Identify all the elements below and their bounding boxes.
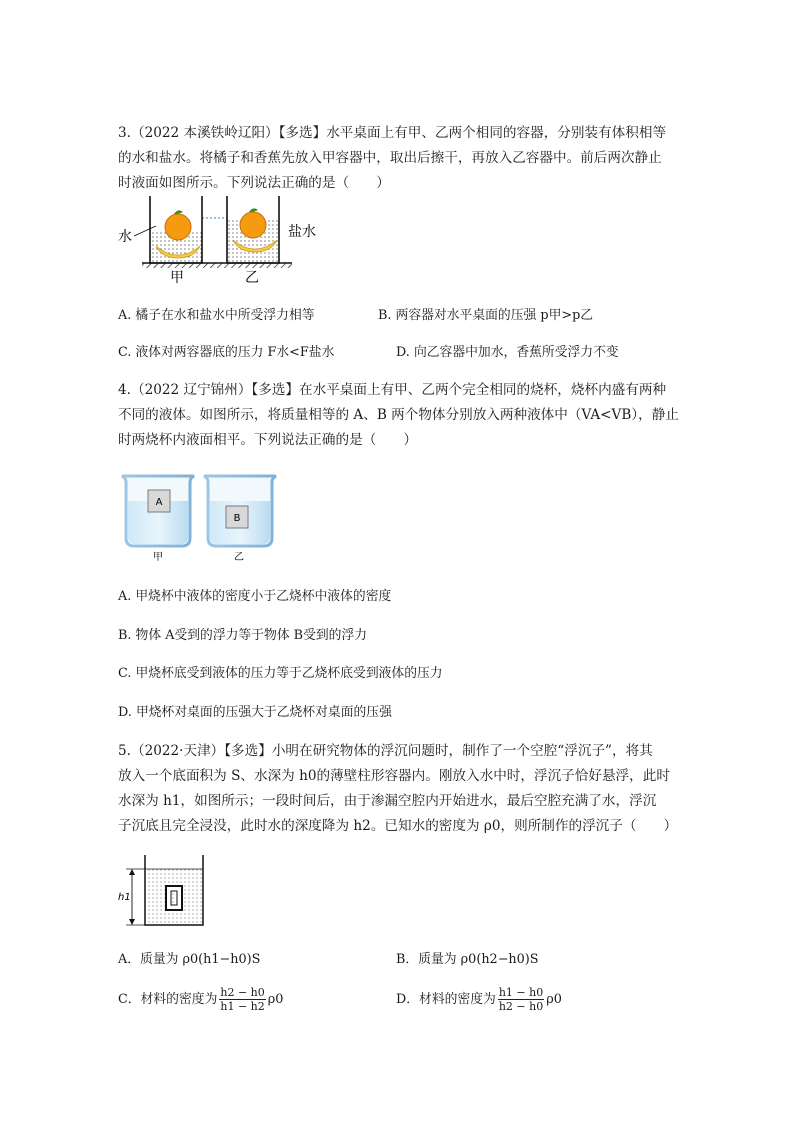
q5-h1-label: h1 <box>118 892 131 903</box>
q5-option-c-numerator: h2 − h0 <box>220 986 265 999</box>
q5-option-c-suffix: ρ0 <box>267 992 284 1007</box>
q4-right-label: 乙 <box>234 552 244 563</box>
q4-option-a: A. 甲烧杯中液体的密度小于乙烧杯中液体的密度 <box>118 589 392 604</box>
q5-option-d <box>396 986 562 1013</box>
q4-option-b: B. 物体 A受到的浮力等于物体 B受到的浮力 <box>118 628 368 643</box>
q4-figure-beakers <box>118 474 293 564</box>
beaker-left <box>122 476 194 546</box>
q5-option-d-prefix: D．材料的密度为 <box>396 992 496 1007</box>
q4-left-label: 甲 <box>153 552 163 563</box>
q5-option-c-denominator: h1 − h2 <box>220 1000 265 1013</box>
q4-stem-line-3: 时两烧杯内液面相平。下列说法正确的是（ ） <box>118 432 418 448</box>
q5-option-c-fraction <box>219 986 265 1013</box>
q3-option-a: A. 橘子在水和盐水中所受浮力相等 <box>118 308 315 323</box>
q5-option-d-fraction <box>498 986 544 1013</box>
beaker-right <box>204 476 276 546</box>
q4-stem-line-1: 4.（2022 辽宁锦州）【多选】在水平桌面上有甲、乙两个完全相同的烧杯，烧杯内盛有两种 <box>118 382 667 398</box>
q3-water-label: 水 <box>118 229 132 245</box>
orange-icon <box>165 214 191 240</box>
q3-right-label: 乙 <box>245 270 259 286</box>
q3-salt-water-label: 盐水 <box>288 224 316 240</box>
q4-option-c: C. 甲烧杯底受到液体的压力等于乙烧杯底受到液体的压力 <box>118 666 443 681</box>
q5-stem-line-3: 水深为 h1，如图所示；一段时间后，由于渗漏空腔内开始进水，最后空腔充满了水，浮沉 <box>118 793 657 809</box>
q5-option-a: A．质量为 ρ0(h1−h0)S <box>118 952 261 967</box>
q3-left-label: 甲 <box>170 270 184 286</box>
q5-option-d-denominator: h2 − h0 <box>498 1000 544 1013</box>
q5-option-c <box>118 986 283 1013</box>
q4-object-b-label: B <box>233 513 241 524</box>
q3-figure-containers <box>112 196 332 291</box>
q5-stem-line-4: 子沉底且完全浸没，此时水的深度降为 h2。已知水的密度为 ρ0，则所制作的浮沉子（ ） <box>118 818 678 834</box>
q3-stem-line-3: 时液面如图所示。下列说法正确的是（ ） <box>118 175 390 191</box>
q4-option-d: D. 甲烧杯对桌面的压强大于乙烧杯对桌面的压强 <box>118 705 392 720</box>
q3-stem-line-1: 3.（2022 本溪铁岭辽阳）【多选】水平桌面上有甲、乙两个相同的容器，分别装有体积相等 <box>118 125 667 141</box>
q3-option-d: D. 向乙容器中加水，香蕉所受浮力不变 <box>396 345 619 360</box>
q5-stem-line-2: 放入一个底面积为 S、水深为 h0的薄壁柱形容器内。刚放入水中时，浮沉子恰好悬浮，此时 <box>118 768 670 784</box>
q4-object-a-label: A <box>155 497 163 508</box>
q4-stem-line-2: 不同的液体。如图所示，将质量相等的 A、B 两个物体分别放入两种液体中（VA<VB），静止 <box>118 407 679 423</box>
q5-option-d-numerator: h1 − h0 <box>498 986 544 999</box>
q3-option-b: B. 两容器对水平桌面的压强 p甲>p乙 <box>378 308 594 323</box>
q3-option-c: C. 液体对两容器底的压力 F水<F盐水 <box>118 345 335 360</box>
orange-icon <box>240 212 266 238</box>
q5-figure-container <box>116 853 218 931</box>
q5-option-c-prefix: C．材料的密度为 <box>118 992 218 1007</box>
q5-option-d-suffix: ρ0 <box>546 992 562 1007</box>
q5-option-b: B．质量为 ρ0(h2−h0)S <box>396 952 539 967</box>
q5-stem-line-1: 5.（2022·天津）【多选】小明在研究物体的浮沉问题时，制作了一个空腔“浮沉子”，将其 <box>118 743 653 759</box>
q3-stem-line-2: 的水和盐水。将橘子和香蕉先放入甲容器中，取出后擦干，再放入乙容器中。前后两次静止 <box>118 150 662 166</box>
